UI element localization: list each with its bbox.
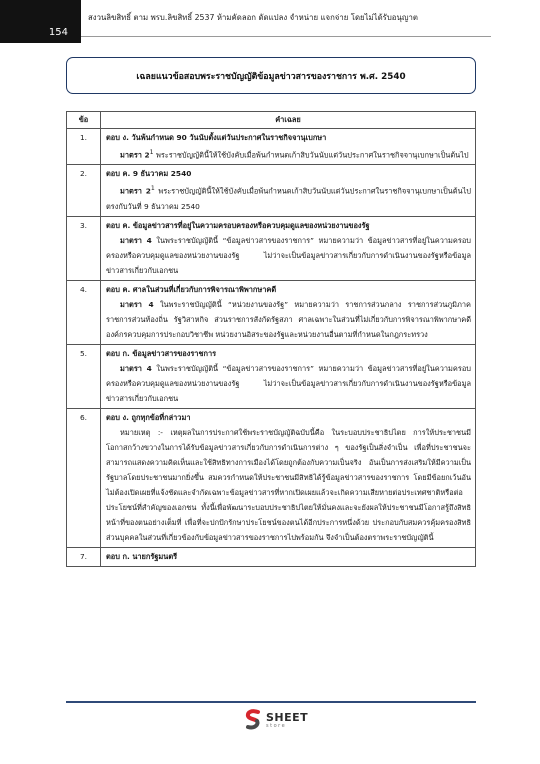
table-row [67,344,476,408]
table-row [67,280,476,344]
column-header-answer: คำเฉลย [101,112,476,129]
answer-choice: ตอบ ค. ศาลในส่วนที่เกี่ยวกับการพิจารณาพิพากษาคดี [106,284,277,294]
logo-subtext: store [266,722,287,729]
answer-explanation [106,233,471,278]
question-number: 4. [67,280,101,344]
document-title-box [66,57,476,94]
answer-choice: ตอบ ค. ข้อมูลข่าวสารที่อยู่ในความครอบครองหรือควบคุมดูแลของหน่วยงานของรัฐ [106,220,370,230]
sheet-store-logo [243,709,308,731]
question-number: 2. [67,165,101,216]
explanation-text: พระราชบัญญัตินี้ให้ใช้บังคับเมื่อพ้นกำหนดเก้าสิบวันนับแต่วันประกาศในราชกิจจานุเบกษาเป็นต้นไป [155,150,469,160]
answer-cell [101,216,476,280]
table-row [67,165,476,216]
question-number: 6. [67,408,101,547]
footer-divider [66,701,476,703]
table-body [67,129,476,567]
answer-cell [101,165,476,216]
answer-choice: ตอบ ก. ข้อมูลข่าวสารของราชการ [106,348,217,358]
footnote-marker: 1 [149,149,154,156]
question-number: 3. [67,216,101,280]
answer-cell [101,280,476,344]
answer-explanation [106,297,471,342]
answer-choice: ตอบ ง. วันพ้นกำหนด 90 วันนับตั้งแต่วันประกาศในราชกิจจานุเบกษา [106,133,327,142]
copyright-notice: สงวนลิขสิทธิ์ ตาม พรบ.ลิขสิทธิ์ 2537 ห้ามคัดลอก ดัดแปลง จำหน่าย แจกจ่าย โดยไม่ได้รับอนุญาต [88,13,418,22]
answer-cell [101,344,476,408]
question-number: 5. [67,344,101,408]
answer-choice: ตอบ ค. 9 ธันวาคม 2540 [106,169,192,179]
header-divider [81,36,491,37]
document-title: เฉลยแนวข้อสอบพระราชบัญญัติข้อมูลข่าวสารของราชการ พ.ศ. 2540 [136,71,406,82]
answer-table [66,111,476,567]
law-section-reference: มาตรา 4 [120,235,152,245]
law-section-reference: มาตรา 2 [120,150,150,160]
sheet-store-logo-icon [243,709,263,731]
answer-explanation [106,145,471,162]
table-row [67,408,476,547]
answer-explanation [106,425,471,545]
table-row [67,216,476,280]
question-number: 7. [67,547,101,566]
table-header-row [67,112,476,129]
table-row [67,547,476,566]
explanation-text: ในพระราชบัญญัตินี้ “ข้อมูลข่าวสารของราชการ” หมายความว่า ข้อมูลข่าวสารที่อยู่ในความครอบครองหรือควบคุมดูแลของหน่วยงานของรัฐ ไม่ว่าจะเป็นข้อมูลข่าวสารเกี่ยวกับการดำเนินงานของรัฐหรือข้อมูลข่าวสารเกี่ยวกับเอกชน [106,235,471,275]
page-number: 154 [48,27,68,38]
question-number: 1. [67,129,101,165]
answer-cell [101,129,476,165]
explanation-text: ในพระราชบัญญัตินี้ “ข้อมูลข่าวสารของราชการ” หมายความว่า ข้อมูลข่าวสารที่อยู่ในความครอบครองหรือควบคุมดูแลของหน่วยงานของรัฐ ไม่ว่าจะเป็นข้อมูลข่าวสารเกี่ยวกับการดำเนินงานของรัฐหรือข้อมูลข่าวสารเกี่ยวกับเอกชน [106,363,471,403]
answer-cell [101,408,476,547]
answer-explanation [106,181,471,213]
explanation-text: ในพระราชบัญญัตินี้ “หน่วยงานของรัฐ” หมายความว่า ราชการส่วนกลาง ราชการส่วนภูมิภาค ราชการส่วนท้องถิ่น รัฐวิสาหกิจ ส่วนราชการสังกัดรัฐสภา ศาลเฉพาะในส่วนที่ไม่เกี่ยวกับการพิจารณาพิพากษาคดีองค์กรควบคุมการประกอบวิชาชีพ หน่วยงานอิสระของรัฐและหน่วยงานอื่นตามที่กำหนดในกฎกระทรวง [106,299,471,339]
law-section-reference: มาตรา 2 [120,186,151,196]
table-row [67,129,476,165]
explanation-text: หมายเหตุ :- เหตุผลในการประกาศใช้พระราชบัญญัติฉบับนี้คือ ในระบอบประชาธิปไตย การให้ประชาชนมีโอกาสกว้างขวางในการได้รับข้อมูลข่าวสารเกี่ยวกับการดำเนินการต่าง ๆ ของรัฐเป็นสิ่งจำเป็น เพื่อที่ประชาชนจะสามารถแสดงความคิดเห็นและใช้สิทธิทางการเมืองได้โดยถูกต้องกับความเป็นจริง อันเป็นการส่งเสริมให้มีความเป็นรัฐบาลโดยประชาชนมากยิ่งขึ้น สมควรกำหนดให้ประชาชนมีสิทธิได้รู้ข้อมูลข่าวสารของราชการ โดยมีข้อยกเว้นอันไม่ต้องเปิดเผยที่แจ้งชัดและจำกัดเฉพาะข้อมูลข่าวสารที่หากเปิดเผยแล้วจะเกิดความเสียหายต่อประเทศชาติหรือต่อประโยชน์ที่สำคัญของเอกชน ทั้งนี้เพื่อพัฒนาระบอบประชาธิปไตยให้มั่นคงและจะยังผลให้ประชาชนมีโอกาสรู้ถึงสิทธิหน้าที่ของตนอย่างเต็มที่ เพื่อที่จะปกปักรักษาประโยชน์ของตนได้อีกประการหนึ่งด้วย ประกอบกับสมควรคุ้มครองสิทธิส่วนบุคคลในส่วนที่เกี่ยวข้องกับข้อมูลข่าวสารของราชการไปพร้อมกัน จึงจำเป็นต้องตราพระราชบัญญัตินี้ [106,427,471,542]
answer-cell [101,547,476,566]
answer-choice: ตอบ ง. ถูกทุกข้อที่กล่าวมา [106,412,191,422]
footnote-marker: 1 [150,185,155,193]
column-header-number: ข้อ [67,112,101,129]
answer-choice: ตอบ ก. นายกรัฐมนตรี [106,551,178,561]
law-section-reference: มาตรา 4 [120,363,152,373]
logo-wordmark: SHEET [266,710,309,724]
page-number-box [0,0,81,43]
explanation-text: พระราชบัญญัตินี้ให้ใช้บังคับเมื่อพ้นกำหนดเก้าสิบวันนับแต่วันประกาศในราชกิจจานุเบกษาเป็นต้นไป ตรงกับวันที่ 9 ธันวาคม 2540 [106,186,471,211]
answer-explanation [106,361,471,406]
law-section-reference: มาตรา 4 [120,299,154,309]
